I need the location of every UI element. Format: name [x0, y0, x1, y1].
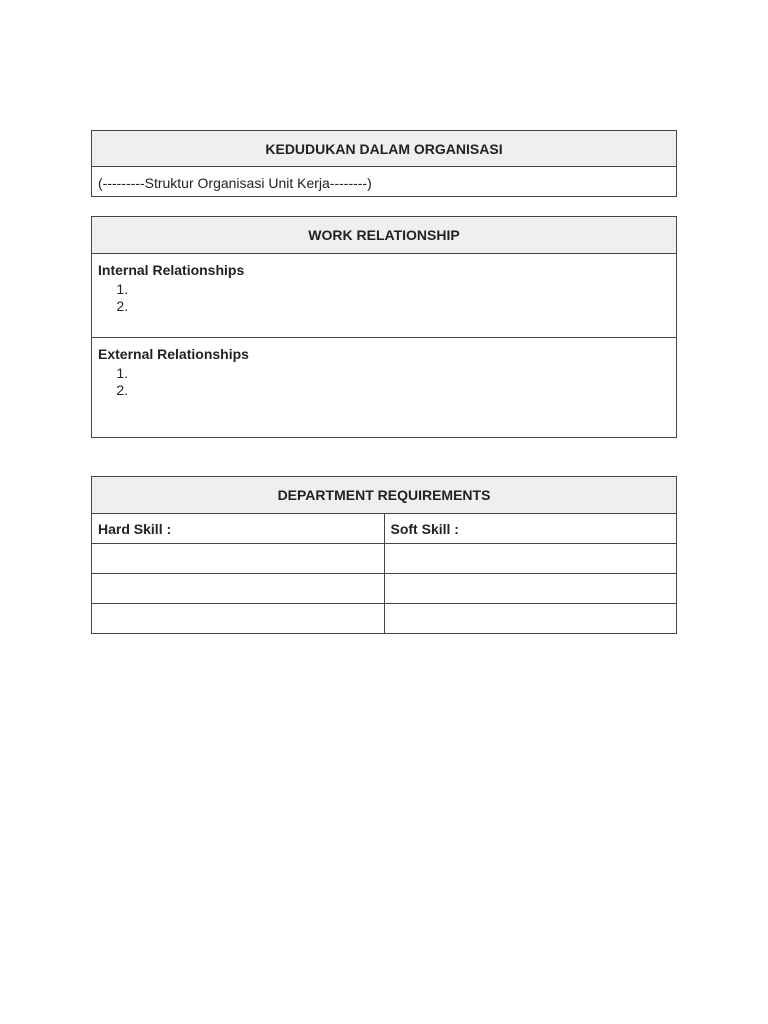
hard-skill-cell — [92, 604, 385, 634]
internal-relationships-label: Internal Relationships — [98, 262, 245, 278]
list-item — [132, 298, 670, 315]
soft-skill-header: Soft Skill : — [384, 514, 677, 544]
soft-skill-cell — [384, 544, 677, 574]
skills-table — [91, 513, 677, 634]
list-item — [132, 281, 670, 298]
soft-skill-cell — [384, 604, 677, 634]
list-item — [132, 382, 670, 399]
internal-relationships-list — [110, 281, 670, 315]
external-relationships-block — [92, 338, 676, 399]
work-relationship-title: WORK RELATIONSHIP — [92, 217, 676, 254]
work-relationship-section — [91, 216, 677, 438]
table-row — [92, 574, 677, 604]
position-section-title: KEDUDUKAN DALAM ORGANISASI — [92, 131, 676, 167]
org-structure-text: (---------Struktur Organisasi Unit Kerja--------) — [98, 175, 372, 191]
department-requirements-title: DEPARTMENT REQUIREMENTS — [92, 477, 676, 513]
hard-skill-cell — [92, 574, 385, 604]
external-relationships-label: External Relationships — [98, 346, 249, 362]
table-row — [92, 604, 677, 634]
list-item — [132, 365, 670, 382]
department-requirements-section — [91, 476, 677, 634]
position-section — [91, 130, 677, 197]
internal-relationships-block — [92, 254, 676, 338]
hard-skill-cell — [92, 544, 385, 574]
hard-skill-header: Hard Skill : — [92, 514, 385, 544]
table-row — [92, 544, 677, 574]
external-relationships-list — [110, 365, 670, 399]
soft-skill-cell — [384, 574, 677, 604]
table-row — [92, 514, 677, 544]
